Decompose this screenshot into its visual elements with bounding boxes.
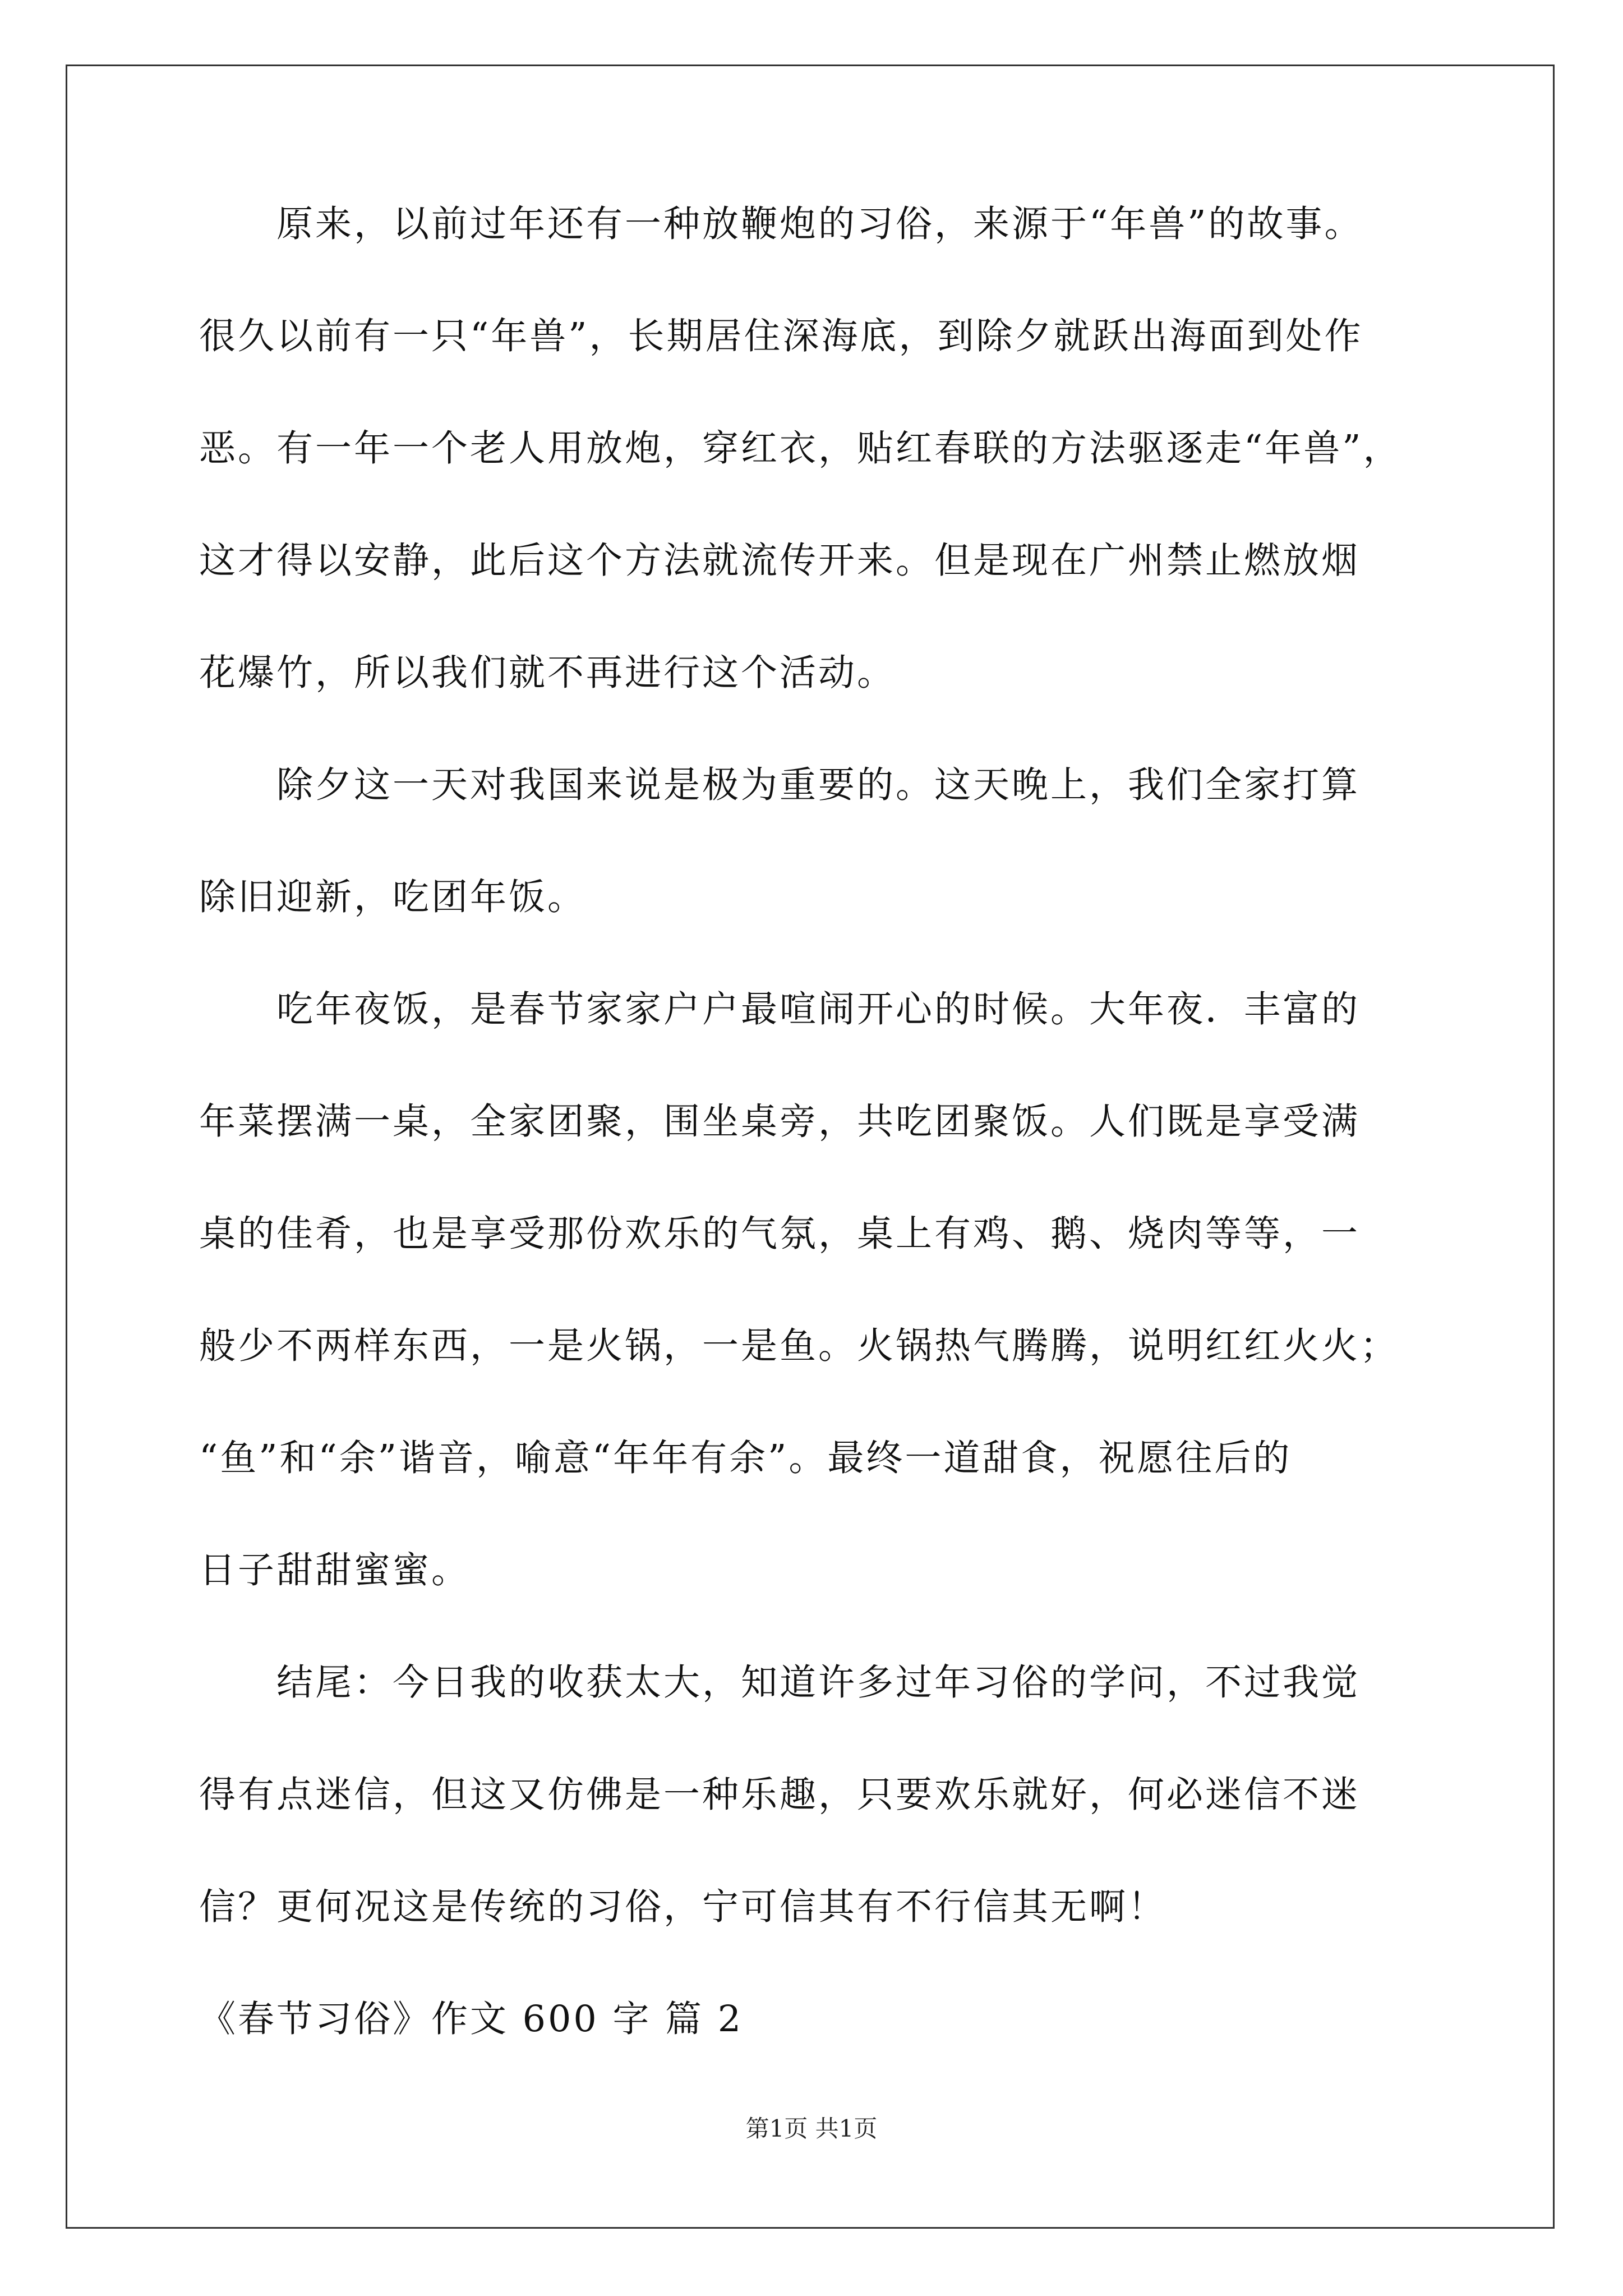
text-line: “鱼”和“余”谐音，喻意“年年有余”。最终一道甜食，祝愿往后的 xyxy=(199,1437,1292,1479)
page-number: 第1页 共1页 xyxy=(745,2115,878,2142)
text-line: 般少不两样东西，一是火锅，一是鱼。火锅热气腾腾，说明红红火火； xyxy=(199,1325,1399,1367)
text-line: 结尾：今日我的收获太大，知道许多过年习俗的学问，不过我觉 xyxy=(199,1662,1361,1704)
text-line: 得有点迷信，但这又仿佛是一种乐趣，只要欢乐就好，何必迷信不迷 xyxy=(199,1774,1361,1816)
text-line: 除夕这一天对我国来说是极为重要的。这天晚上，我们全家打算 xyxy=(199,764,1361,806)
page-footer xyxy=(0,2112,1623,2146)
text-line: 很久以前有一只“年兽”，长期居住深海底，到除夕就跃出海面到处作 xyxy=(199,315,1363,357)
text-line: 原来，以前过年还有一种放鞭炮的习俗，来源于“年兽”的故事。 xyxy=(199,203,1363,245)
text-line: 年菜摆满一桌，全家团聚，围坐桌旁，共吃团聚饭。人们既是享受满 xyxy=(199,1101,1361,1143)
text-line: 日子甜甜蜜蜜。 xyxy=(199,1549,471,1591)
text-line: 桌的佳肴，也是享受那份欢乐的气氛，桌上有鸡、鹅、烧肉等等，一 xyxy=(199,1213,1361,1255)
text-line: 吃年夜饭，是春节家家户户最喧闹开心的时候。大年夜．丰富的 xyxy=(199,988,1361,1030)
text-line: 这才得以安静，此后这个方法就流传开来。但是现在广州禁止燃放烟 xyxy=(199,540,1361,582)
text-line: 花爆竹，所以我们就不再进行这个活动。 xyxy=(199,652,896,694)
text-line: 恶。有一年一个老人用放炮，穿红衣，贴红春联的方法驱逐走“年兽”， xyxy=(199,427,1402,470)
text-line: 除旧迎新，吃团年饭。 xyxy=(199,876,587,918)
text-line: 信？更何况这是传统的习俗，宁可信其有不行信其无啊！ xyxy=(199,1886,1167,1928)
section-heading: 《春节习俗》作文 600 字 篇 2 xyxy=(199,1998,744,2040)
